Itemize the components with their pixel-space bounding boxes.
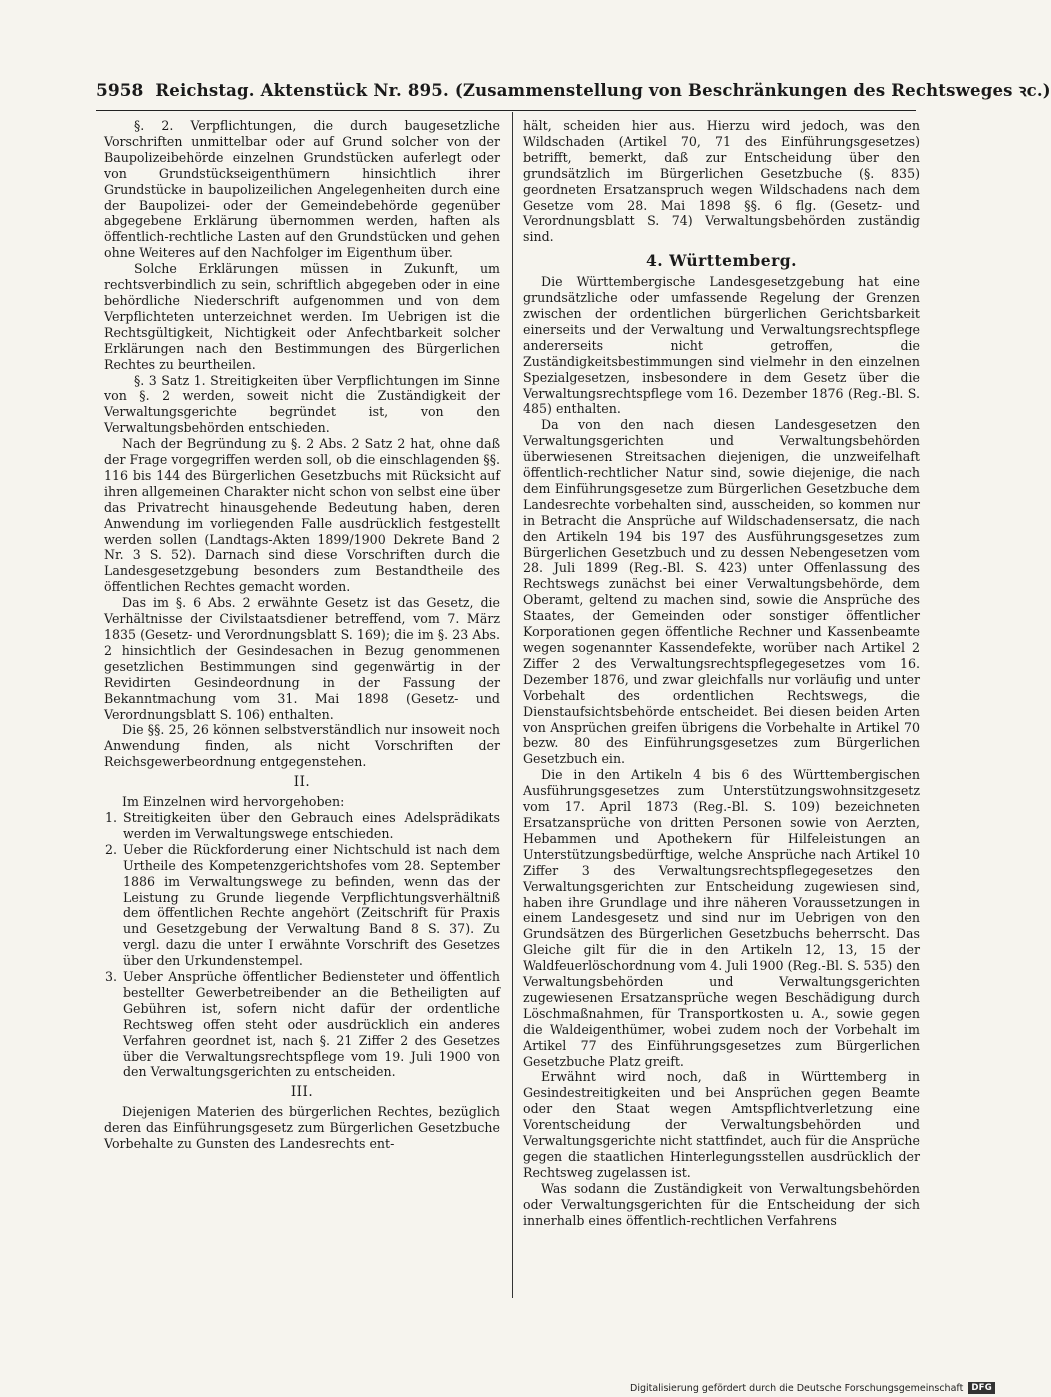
paragraph: Diejenigen Materien des bürgerlichen Rechtes, bezüglich deren das Einführungsgesetz zum Bürgerlichen Gesetzbuche Vorbehalte zu Gunsten des Landesrechts ent- xyxy=(104,1104,500,1152)
section-heading-wuerttemberg: 4. Württemberg. xyxy=(646,251,797,271)
paragraph: Nach der Begründung zu §. 2 Abs. 2 Satz 2 hat, ohne daß der Frage vorgegriffen werden soll, ob die einschlagenden §§. 116 bis 144 des Bürgerlichen Gesetzbuchs mit Rücksicht auf ihren allgemeinen Charakter nicht schon von selbst eine über das Privatrecht hinausgehende Bedeutung haben, deren Anwendung im vorliegenden Falle ausdrücklich festgestellt werden sollen (Landtags-Akten 1899/1900 Dekrete Band 2 Nr. 3 S. 52). Darnach sind diese Vorschriften durch die Landesgesetzgebung besonders zum Bestandtheile des öffentlichen Rechtes gemacht worden. xyxy=(104,436,500,595)
page-number: 5958 xyxy=(96,81,144,101)
page-header xyxy=(96,78,1051,106)
left-column xyxy=(104,118,500,1298)
credit-text: Digitalisierung gefördert durch die Deutsche Forschungsgemeinschaft xyxy=(630,1382,964,1394)
paragraph: hält, scheiden hier aus. Hierzu wird jedoch, was den Wildschaden (Artikel 70, 71 des Einführungsgesetzes) betrifft, bemerkt, daß zur Entscheidung über den grundsätzlich im Bürgerlichen Gesetzbuche (§. 835) geordneten Ersatzanspruch wegen Wildschadens nach dem Gesetze vom 28. Mai 1898 §§. 6 flg. (Gesetz- und Verordnungsblatt S. 74) Verwaltungsbehörden zuständig sind. xyxy=(523,118,920,245)
list-item: 1. Streitigkeiten über den Gebrauch eines Adelsprädikats werden im Verwaltungswege entschieden. xyxy=(121,810,500,842)
running-title: Reichstag. Aktenstück Nr. 895. (Zusammenstellung von Beschränkungen des Rechtsweges ꝛc.) xyxy=(155,81,1051,100)
paragraph: Die in den Artikeln 4 bis 6 des Württembergischen Ausführungsgesetzes zum Unterstützungswohnsitzgesetz vom 17. April 1873 (Reg.-Bl. S. 109) bezeichneten Ersatzansprüche von dritten Personen sowie von Aerzten, Hebammen und Apothekern für Hilfeleistungen an Unterstützungsbedürftige, welche Ansprüche nach Artikel 10 Ziffer 3 des Verwaltungsrechtspflegegesetzes den Verwaltungsgerichten zur Entscheidung zugewiesen sind, haben ihre Grundlage und ihre näheren Voraussetzungen in einem Landesgesetz und sind nur im Uebrigen von den Grundsätzen des Bürgerlichen Gesetzbuchs beherrscht. Das Gleiche gilt für die in den Artikeln 12, 13, 15 der Waldfeuerlöschordnung vom 4. Juli 1900 (Reg.-Bl. S. 535) den Verwaltungsbehörden und Verwaltungsgerichten zugewiesenen Ersatzansprüche wegen Beschädigung durch Löschmaßnahmen, für Transportkosten u. A., sowie gegen die Waldeigenthümer, wobei zudem noch der Vorbehalt im Artikel 77 des Einführungsgesetzes zum Bürgerlichen Gesetzbuche Platz greift. xyxy=(523,767,920,1069)
column-divider xyxy=(512,112,513,1298)
section-heading-iii: III. xyxy=(290,1084,314,1101)
section-heading-ii: II. xyxy=(293,774,311,791)
digitization-credit xyxy=(630,1381,995,1395)
paragraph: §. 3 Satz 1. Streitigkeiten über Verpflichtungen im Sinne von §. 2 werden, soweit nicht die Zuständigkeit der Verwaltungsgerichte begründet ist, von den Verwaltungsbehörden entschieden. xyxy=(104,372,500,436)
paragraph: Die §§. 25, 26 können selbstverständlich nur insoweit noch Anwendung finden, als nicht Vorschriften der Reichsgewerbeordnung entgegenstehen. xyxy=(104,722,500,770)
paragraph: Was sodann die Zuständigkeit von Verwaltungsbehörden oder Verwaltungsgerichten für die Entscheidung der sich innerhalb eines öffentlich-rechtlichen Verfahrens xyxy=(523,1180,920,1228)
header-rule xyxy=(96,110,916,111)
list-intro: Im Einzelnen wird hervorgehoben: xyxy=(122,794,345,810)
paragraph: Das im §. 6 Abs. 2 erwähnte Gesetz ist das Gesetz, die Verhältnisse der Civilstaatsdiener betreffend, vom 7. März 1835 (Gesetz- und Verordnungsblatt S. 169); die im §. 23 Abs. 2 hinsichtlich der Gesindesachen in Bezug genommenen gesetzlichen Bestimmungen sind gegenwärtig in der Revidirten Gesindeordnung in der Fassung der Bekanntmachung vom 31. Mai 1898 (Gesetz- und Verordnungsblatt S. 106) enthalten. xyxy=(104,595,500,722)
paragraph: Solche Erklärungen müssen in Zukunft, um rechtsverbindlich zu sein, schriftlich abgegeben oder in eine behördliche Niederschrift aufgenommen und von dem Verpflichteten unterzeichnet werden. Im Uebrigen ist die Rechtsgültigkeit, Nichtigkeit oder Anfechtbarkeit solcher Erklärungen nach den Bestimmungen des Bürgerlichen Rechtes zu beurtheilen. xyxy=(104,261,500,372)
list-item: 2. Ueber die Rückforderung einer Nichtschuld ist nach dem Urtheile des Kompetenzgerichtshofes vom 28. September 1886 im Verwaltungswege zu befinden, wenn das der Leistung zu Grunde liegende Verpflichtungsverhältniß dem öffentlichen Rechte angehört (Zeitschrift für Praxis und Gesetzgebung der Verwaltung Band 8 S. 37). Zu vergl. dazu die unter I erwähnte Vorschrift des Gesetzes über den Urkundenstempel. xyxy=(121,842,500,969)
paragraph: Die Württembergische Landesgesetzgebung hat eine grundsätzliche oder umfassende Regelung der Grenzen zwischen der ordentlichen bürgerlichen Gerichtsbarkeit einerseits und der Verwaltung und Verwaltungsrechtspflege andererseits nicht getroffen, die Zuständigkeitsbestimmungen sind vielmehr in den einzelnen Spezialgesetzen, insbesondere in dem Gesetz über die Verwaltungsrechtspflege vom 16. Dezember 1876 (Reg.-Bl. S. 485) enthalten. xyxy=(523,274,920,417)
paragraph: §. 2. Verpflichtungen, die durch baugesetzliche Vorschriften unmittelbar oder auf Grund solcher von der Baupolizeibehörde einzelnen Grundstücken auferlegt oder von Grundstückseigenthümern hinsichtlich ihrer Grundstücke in baupolizeilichen Angelegenheiten durch eine der Baupolizei- oder der Gemeindebehörde gegenüber abgegebene Erklärung übernommen werden, haften als öffentlich-rechtliche Lasten auf den Grundstücken und gehen ohne Weiteres auf den Nachfolger im Eigenthum über. xyxy=(104,118,500,261)
paragraph: Erwähnt wird noch, daß in Württemberg in Gesindestreitigkeiten und bei Ansprüchen gegen Beamte oder den Staat wegen Amtspflichtverletzung eine Vorentscheidung der Verwaltungsbehörden und Verwaltungsgerichte nicht stattfindet, auch für die Ansprüche gegen die staatlichen Hinterlegungsstellen ausdrücklich der Rechtsweg zugelassen ist. xyxy=(523,1069,920,1180)
dfg-logo: DFG xyxy=(968,1382,995,1394)
list-item: 3. Ueber Ansprüche öffentlicher Bediensteter und öffentlich bestellter Gewerbetreibender an die Betheiligten auf Gebühren ist, sofern nicht dafür der ordentliche Rechtsweg offen steht oder ausdrücklich ein anderes Verfahren geordnet ist, nach §. 21 Ziffer 2 des Gesetzes über die Verwaltungsrechtspflege vom 19. Juli 1900 von den Verwaltungsgerichten zu entscheiden. xyxy=(121,969,500,1080)
paragraph: Da von den nach diesen Landesgesetzen den Verwaltungsgerichten und Verwaltungsbehörden überwiesenen Streitsachen diejenigen, die unzweifelhaft öffentlich-rechtlicher Natur sind, sowie diejenige, die nach dem Einführungsgesetze zum Bürgerlichen Gesetzbuche dem Landesrechte vorbehalten sind, ausscheiden, so kommen nur in Betracht die Ansprüche auf Wildschadensersatz, die nach den Artikeln 194 bis 197 des Ausführungsgesetzes zum Bürgerlichen Gesetzbuch und zu dessen Nebengesetzen vom 28. Juli 1899 (Reg.-Bl. S. 423) unter Offenlassung des Rechtswegs zunächst bei einer Verwaltungsbehörde, dem Oberamt, geltend zu machen sind, sowie die Ansprüche des Staates, der Gemeinden oder sonstiger öffentlicher Korporationen gegen öffentliche Rechner und Kassenbeamte wegen sogenannter Kassendefekte, worüber nach Artikel 2 Ziffer 2 des Verwaltungsrechtspflegegesetzes vom 16. Dezember 1876, und zwar gleichfalls nur vorläufig und unter Vorbehalt des ordentlichen Rechtswegs, die Dienstaufsichtsbehörde entscheidet. Bei diesen beiden Arten von Ansprüchen greifen übrigens die Vorbehalte in Artikel 70 bezw. 80 des Einführungsgesetzes zum Bürgerlichen Gesetzbuch ein. xyxy=(523,417,920,767)
right-column xyxy=(523,118,920,1298)
numbered-list xyxy=(104,810,500,1080)
